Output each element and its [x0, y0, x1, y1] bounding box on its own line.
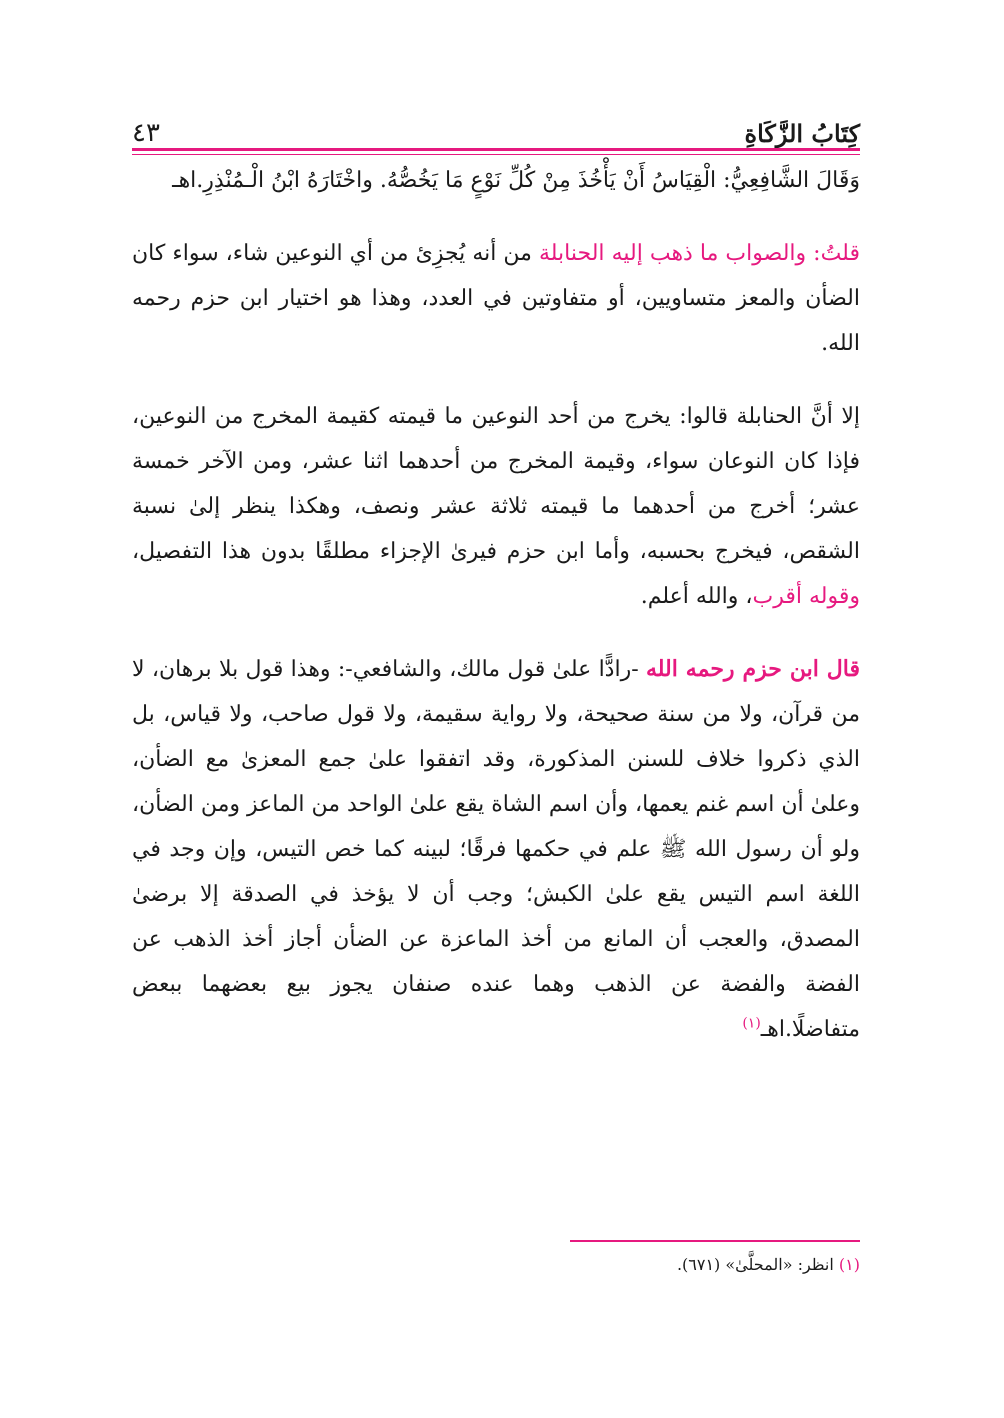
- paragraph-hanabila-body: إلا أنَّ الحنابلة قالوا: يخرج من أحد النوعين ما قيمته كقيمة المخرج من النوعين، فإذا كان النوعان سواء، وقيمة المخرج من أحدهما اثنا عشر، ومن الآخر خمسة عشر؛ أخرج من أحدهما ما قيمته ثلاثة عشر ونصف، وهكذا ينظر إلىٰ نسبة الشقص، فيخرج بحسبه، وأما ابن حزم فيرىٰ الإجزاء مطلقًا بدون هذا التفصيل،: [132, 404, 860, 564]
- footnote-text: انظر: «المحلَّىٰ» (٦٧١).: [676, 1255, 839, 1274]
- main-text: [132, 158, 860, 1052]
- paragraph-hanabila-highlight: وقوله أقرب: [752, 584, 860, 609]
- paragraph-hanabila: [132, 394, 860, 619]
- paragraph-hanabila-end: ، والله أعلم.: [640, 584, 753, 609]
- footnote-reference[interactable]: (١): [742, 1015, 761, 1032]
- footnote-rule: [570, 1240, 860, 1242]
- paragraph-shafii-quote: وَقَالَ الشَّافِعِيُّ: الْقِيَاسُ أَنْ يَأْخُذَ مِنْ كُلِّ نَوْعٍ مَا يَخُصُّهُ. واخْتَارَهُ ابْنُ الْـمُنْذِرِ.اهـ: [172, 168, 860, 193]
- paragraph-opinion-body: من أنه يُجزِئ من أي النوعين شاء، سواء كان الضأن والمعز متساويين، أو متفاوتين في العدد، وهذا هو اختيار ابن حزم رحمه الله.: [132, 241, 860, 356]
- paragraph-ibn-hazm-body: -رادًّا علىٰ قول مالك، والشافعي-: وهذا قول بلا برهان، لا من قرآن، ولا من سنة صحيحة، ولا رواية سقيمة، ولا قول صاحب، ولا قياس، بل الذي ذكروا خلاف للسنن المذكورة، وقد اتفقوا علىٰ جمع المعزىٰ مع الضأن، وعلىٰ أن اسم غنم يعمها، وأن اسم الشاة يقع علىٰ الواحد من الماعز ومن الضأن، ولو أن رسول الله ﷺ علم في حكمها فرقًا؛ لبينه كما خص التيس، وإن وجد في اللغة اسم التيس يقع علىٰ الكبش؛ وجب أن لا يؤخذ في الصدقة إلا برضىٰ المصدق، والعجب أن المانع من أخذ الماعزة عن الضأن أجاز أخذ الذهب عن الفضة والفضة عن الذهب وهما عنده صنفان يجوز بيع بعضهما ببعض متفاضلًا.اهـ: [132, 657, 860, 1042]
- running-title: كِتَابُ الزَّكَاةِ: [744, 119, 860, 148]
- footnote-marker: (١): [838, 1255, 860, 1274]
- paragraph-opinion-lead: قلتُ: والصواب ما ذهب إليه الحنابلة: [538, 241, 860, 266]
- page-number: ٤٣: [132, 118, 160, 148]
- paragraph-ibn-hazm-lead: قال ابن حزم رحمه الله: [645, 656, 860, 682]
- header-rule-thick: [132, 148, 860, 151]
- paragraph-opinion: [132, 231, 860, 366]
- header-rule-thin: [132, 154, 860, 155]
- page-header: [132, 108, 860, 148]
- paragraph-ibn-hazm: [132, 647, 860, 1052]
- footnote: [132, 1250, 860, 1280]
